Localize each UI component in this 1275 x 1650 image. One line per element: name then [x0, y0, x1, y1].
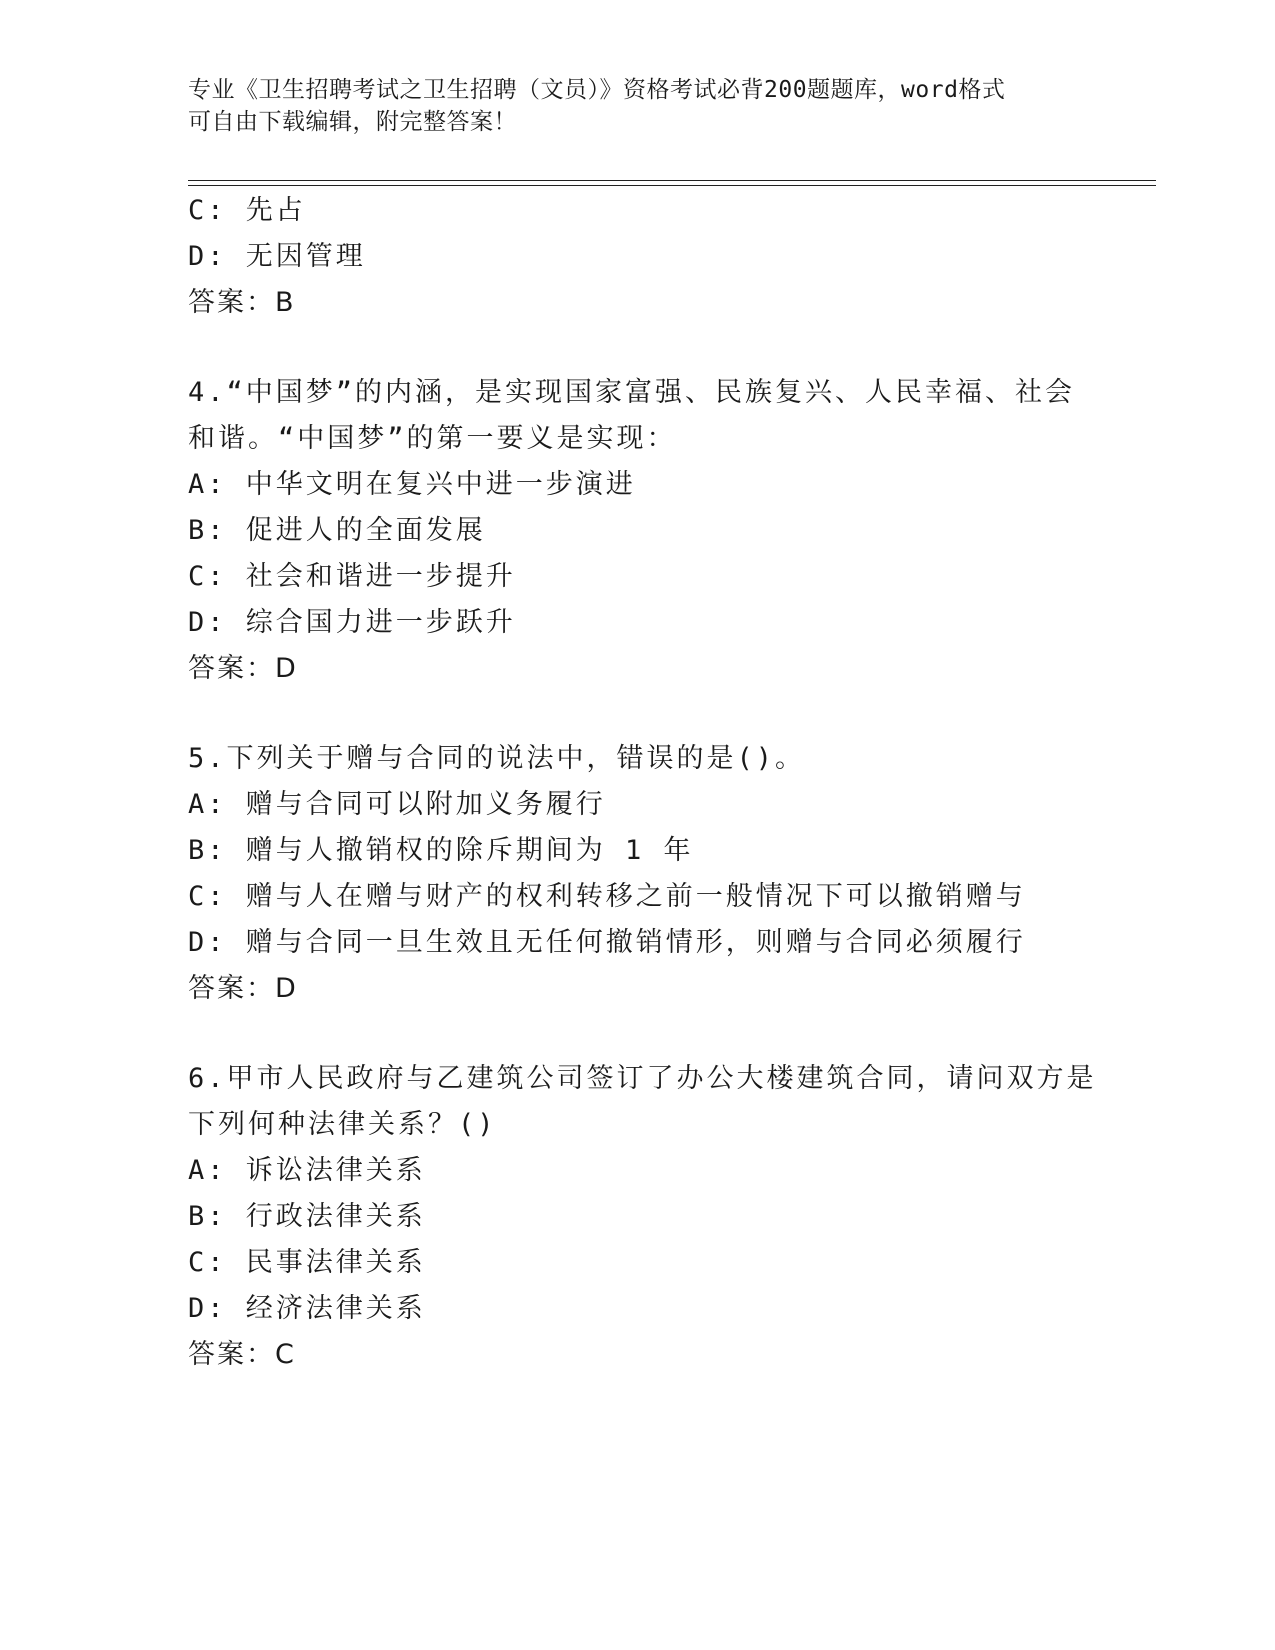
answer-label: 答案：B	[188, 287, 296, 318]
header-divider-top	[188, 180, 1156, 181]
option-c: C: 先占	[188, 195, 306, 226]
question-stem-continued: 下列何种法律关系？()	[188, 1109, 497, 1140]
answer-label: 答案：D	[188, 653, 298, 684]
option-b: B: 行政法律关系	[188, 1201, 426, 1232]
question-4	[188, 370, 1148, 692]
option-d: D: 无因管理	[188, 241, 366, 272]
option-d: D: 经济法律关系	[188, 1293, 426, 1324]
option-c: C: 社会和谐进一步提升	[188, 561, 516, 592]
option-b: B: 赠与人撤销权的除斥期间为 1 年	[188, 835, 694, 866]
question-6	[188, 1056, 1148, 1378]
spacer	[188, 326, 1148, 370]
option-a: A: 赠与合同可以附加义务履行	[188, 789, 606, 820]
spacer	[188, 692, 1148, 736]
answer-label: 答案：D	[188, 973, 298, 1004]
option-c: C: 赠与人在赠与财产的权利转移之前一般情况下可以撤销赠与	[188, 881, 1026, 912]
question-3-tail	[188, 188, 1148, 326]
option-d: D: 综合国力进一步跃升	[188, 607, 516, 638]
option-a: A: 中华文明在复兴中进一步演进	[188, 469, 636, 500]
option-d: D: 赠与合同一旦生效且无任何撤销情形，则赠与合同必须履行	[188, 927, 1026, 958]
header-title-line-1: 专业《卫生招聘考试之卫生招聘（文员）》资格考试必背200题题库，word格式	[188, 77, 1006, 103]
header-divider-bottom	[188, 185, 1156, 186]
option-b: B: 促进人的全面发展	[188, 515, 486, 546]
header-title-line-2: 可自由下载编辑，附完整答案！	[188, 109, 517, 135]
question-stem-continued: 和谐。“中国梦”的第一要义是实现：	[188, 423, 677, 454]
answer-label: 答案：C	[188, 1339, 296, 1370]
question-stem: 6.甲市人民政府与乙建筑公司签订了办公大楼建筑合同，请问双方是	[188, 1063, 1097, 1094]
question-stem: 5.下列关于赠与合同的说法中，错误的是()。	[188, 743, 806, 774]
option-a: A: 诉讼法律关系	[188, 1155, 426, 1186]
document-header	[188, 74, 1088, 138]
question-5	[188, 736, 1148, 1012]
question-list	[188, 188, 1148, 1378]
question-stem: 4.“中国梦”的内涵，是实现国家富强、民族复兴、人民幸福、社会	[188, 377, 1076, 408]
spacer	[188, 1012, 1148, 1056]
option-c: C: 民事法律关系	[188, 1247, 426, 1278]
